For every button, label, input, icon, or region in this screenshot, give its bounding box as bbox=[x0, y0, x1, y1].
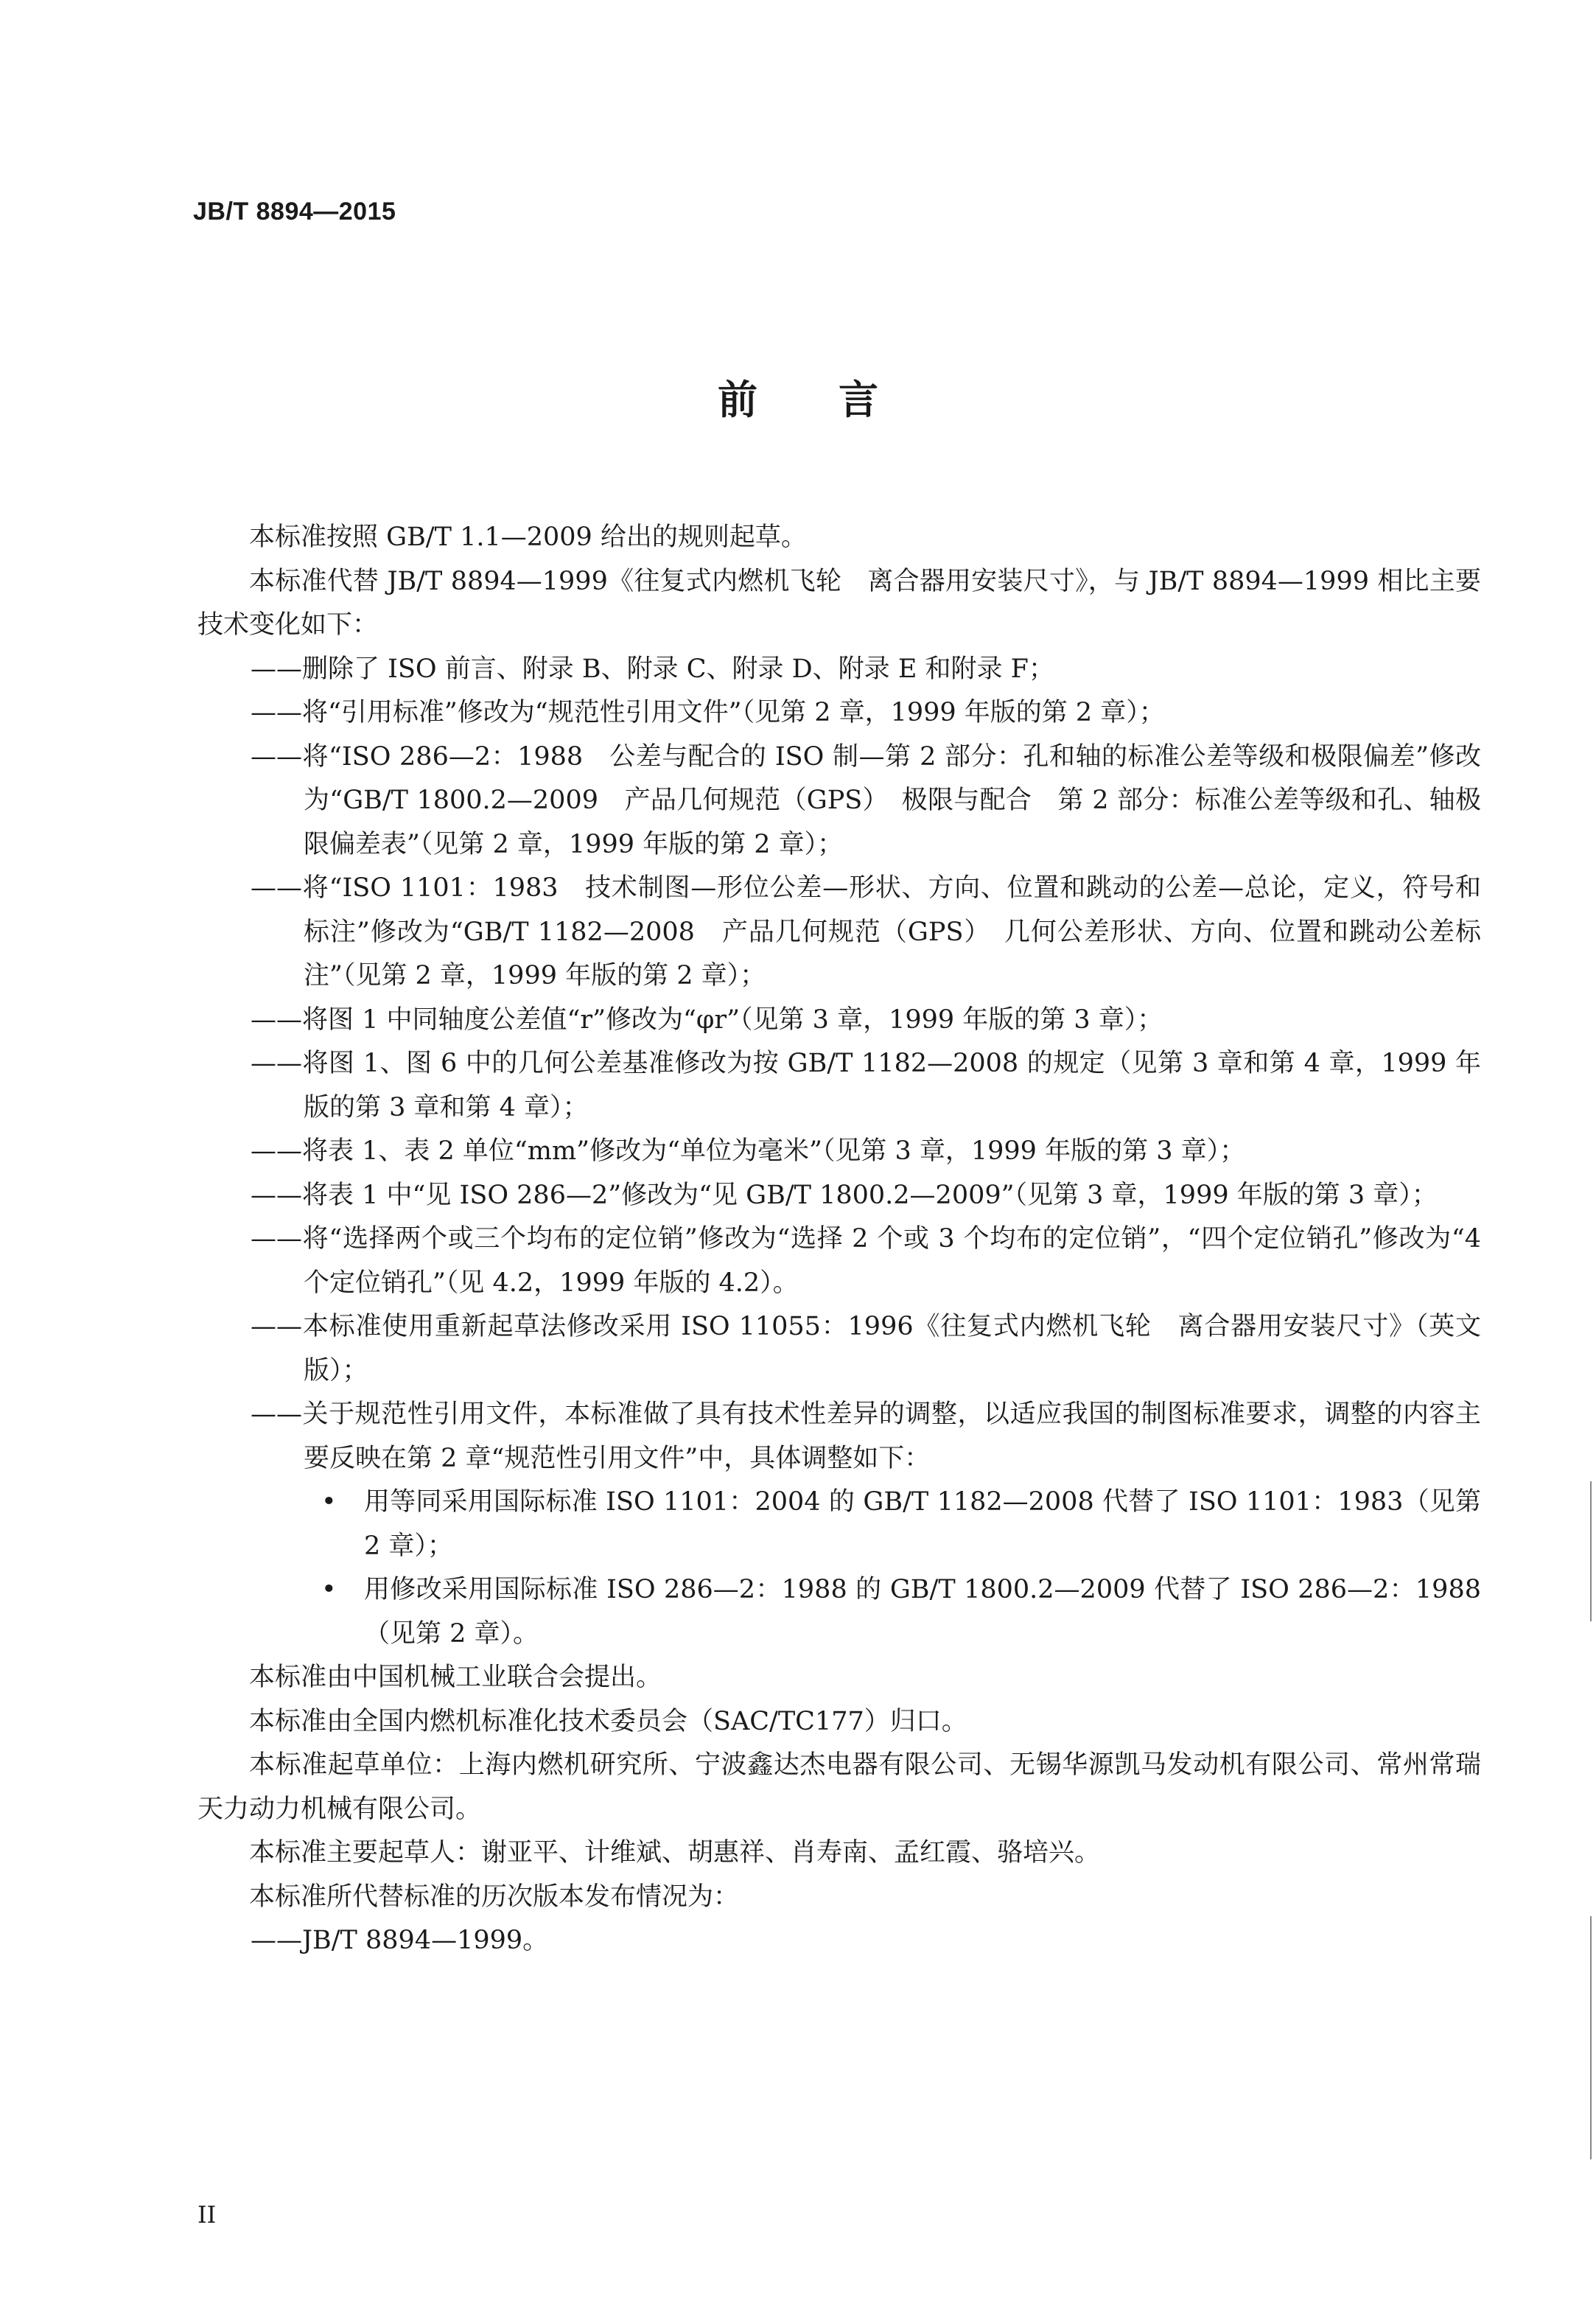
paragraph-replacement: 本标准代替 JB/T 8894—1999《往复式内燃机飞轮 离合器用安装尺寸》，与 JB/T 8894—1999 相比主要技术变化如下： bbox=[197, 566, 1481, 640]
page-number: II bbox=[197, 2201, 217, 2229]
bullet-icon: • bbox=[321, 1575, 337, 1604]
foreword-body bbox=[197, 516, 1481, 1963]
bullet-icon: • bbox=[321, 1487, 337, 1517]
change-item: ——删除了 ISO 前言、附录 B、附录 C、附录 D、附录 E 和附录 F； bbox=[251, 654, 1054, 684]
change-item: ——将“ISO 286—2：1988 公差与配合的 ISO 制—第 2 部分：孔和轴的标准公差等级和极限偏差”修改为“GB/T 1800.2—2009 产品几何规范（GPS） 极限与配合 第 2 部分：标准公差等级和孔、轴极限偏差表”（见第 2 章，1999 年版的第 2 章）； bbox=[251, 741, 1481, 859]
paragraph-history: 本标准所代替标准的历次版本发布情况为： bbox=[249, 1882, 740, 1912]
adjustment-bullet bbox=[197, 1568, 1481, 1656]
change-item: ——将表 1 中“见 ISO 286—2”修改为“见 GB/T 1800.2—2009”（见第 3 章，1999 年版的第 3 章）； bbox=[251, 1180, 1438, 1210]
paragraph-drafting-rules: 本标准按照 GB/T 1.1—2009 给出的规则起草。 bbox=[249, 523, 807, 552]
scan-edge-mark bbox=[1590, 1481, 1592, 1621]
paragraph-drafting-units: 本标准起草单位：上海内燃机研究所、宁波鑫达杰电器有限公司、无锡华源凯马发动机有限公司、常州常瑞天力动力机械有限公司。 bbox=[197, 1750, 1481, 1824]
title-char-1: 前 bbox=[718, 377, 757, 423]
change-item: ——将图 1、图 6 中的几何公差基准修改为按 GB/T 1182—2008 的规定（见第 3 章和第 4 章，1999 年版的第 3 章和第 4 章）； bbox=[251, 1049, 1481, 1122]
paragraph-proposer: 本标准由中国机械工业联合会提出。 bbox=[249, 1663, 662, 1692]
history-item: ——JB/T 8894—1999。 bbox=[251, 1926, 549, 1955]
change-item: ——将表 1、表 2 单位“mm”修改为“单位为毫米”（见第 3 章，1999 年版的第 3 章）； bbox=[251, 1136, 1246, 1166]
adjustment-text: 用等同采用国际标准 ISO 1101：2004 的 GB/T 1182—2008 代替了 ISO 1101：1983（见第 2 章）； bbox=[364, 1487, 1481, 1561]
change-item: ——本标准使用重新起草法修改采用 ISO 11055：1996《往复式内燃机飞轮 离合器用安装尺寸》（英文版）； bbox=[251, 1312, 1481, 1386]
change-item: ——将“引用标准”修改为“规范性引用文件”（见第 2 章，1999 年版的第 2 章）； bbox=[251, 698, 1165, 727]
change-item: ——关于规范性引用文件，本标准做了具有技术性差异的调整，以适应我国的制图标准要求，调整的内容主要反映在第 2 章“规范性引用文件”中，具体调整如下： bbox=[251, 1400, 1481, 1473]
standard-code: JB/T 8894—2015 bbox=[193, 198, 396, 226]
adjustment-text: 用修改采用国际标准 ISO 286—2：1988 的 GB/T 1800.2—2009 代替了 ISO 286—2：1988（见第 2 章）。 bbox=[364, 1575, 1481, 1649]
change-item: ——将“ISO 1101：1983 技术制图—形位公差—形状、方向、位置和跳动的公差—总论，定义，符号和标注”修改为“GB/T 1182—2008 产品几何规范（GPS） 几何公差形状、方向、位置和跳动公差标注”（见第 2 章，1999 年版的第 2 章）； bbox=[251, 873, 1481, 990]
title-char-2: 言 bbox=[839, 377, 878, 423]
page-title bbox=[0, 368, 1596, 425]
change-item: ——将“选择两个或三个均布的定位销”修改为“选择 2 个或 3 个均布的定位销”，“四个定位销孔”修改为“4 个定位销孔”（见 4.2，1999 年版的 4.2）。 bbox=[251, 1224, 1481, 1298]
adjustment-bullet bbox=[197, 1481, 1481, 1568]
paragraph-administrator: 本标准由全国内燃机标准化技术委员会（SAC/TC177）归口。 bbox=[249, 1706, 967, 1736]
paragraph-drafters: 本标准主要起草人：谢亚平、计维斌、胡惠祥、肖寿南、孟红霞、骆培兴。 bbox=[249, 1838, 1101, 1867]
scan-edge-mark bbox=[1590, 1916, 1592, 2159]
change-item: ——将图 1 中同轴度公差值“r”修改为“φr”（见第 3 章，1999 年版的第 3 章）； bbox=[251, 1004, 1163, 1035]
